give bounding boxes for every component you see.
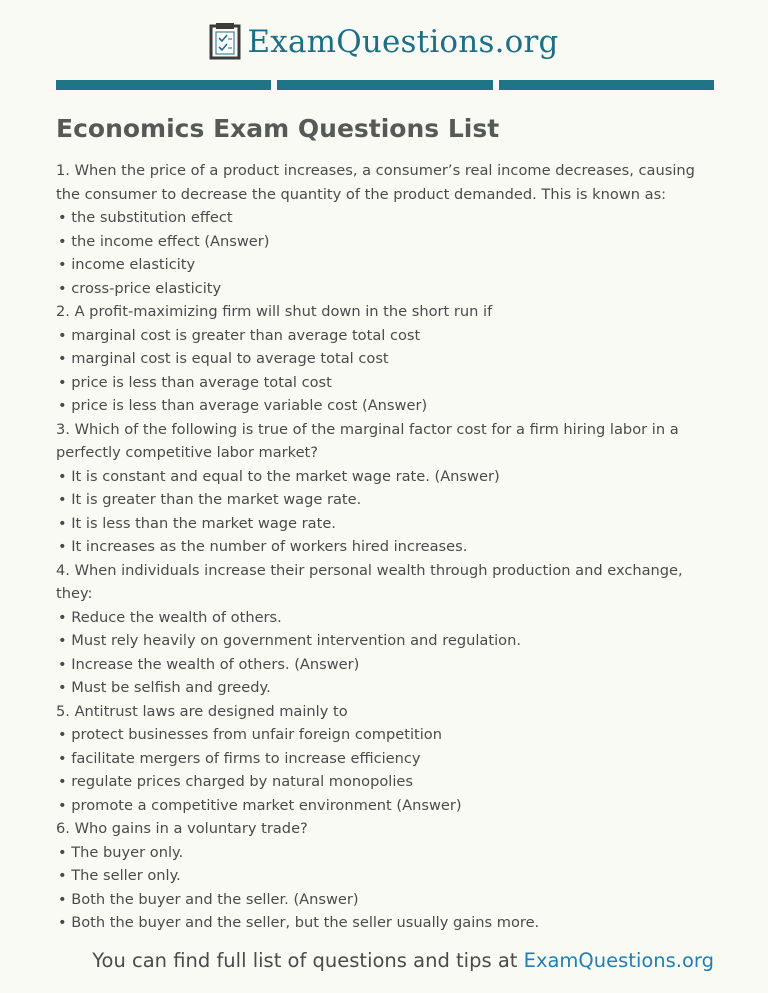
answer-option: • Both the buyer and the seller, but the seller usually gains more. (58, 914, 540, 931)
question-item (56, 300, 716, 418)
question-text: 2. A profit-maximizing firm will shut down in the short run if (56, 303, 493, 320)
answer-option: • income elasticity (58, 256, 196, 273)
answer-option: • marginal cost is equal to average total cost (58, 350, 389, 367)
answer-option: • Both the buyer and the seller. (Answer) (58, 890, 359, 908)
site-logo[interactable] (0, 20, 768, 64)
question-text: 1. When the price of a product increases, a consumer’s real income decreases, causing the consumer to decrease the quantity of the product demanded. This is known as: (56, 162, 695, 203)
answer-option: • It is greater than the market wage rate. (58, 491, 362, 508)
question-item (56, 817, 716, 935)
divider-bar (56, 80, 271, 90)
footer-link[interactable]: ExamQuestions.org (523, 949, 714, 972)
answer-option: • The seller only. (58, 867, 181, 884)
answer-option: • The buyer only. (58, 843, 184, 861)
question-text: 6. Who gains in a voluntary trade? (56, 820, 308, 837)
question-text: 5. Antitrust laws are designed mainly to (56, 702, 348, 720)
answer-option: • It is less than the market wage rate. (58, 514, 336, 532)
answer-option: • facilitate mergers of firms to increase efficiency (58, 749, 421, 767)
answer-option: • Reduce the wealth of others. (58, 608, 282, 626)
question-item (56, 700, 716, 818)
answer-option: • price is less than average variable cost (Answer) (58, 397, 428, 414)
page-title: Economics Exam Questions List (56, 114, 500, 143)
footer-note (0, 946, 714, 976)
question-text: 3. Which of the following is true of the marginal factor cost for a firm hiring labor in a perfectly competitive labor market? (56, 420, 679, 461)
answer-option: • protect businesses from unfair foreign competition (58, 726, 442, 743)
answer-option: • It is constant and equal to the market wage rate. (Answer) (58, 467, 500, 485)
answer-option: • promote a competitive market environment (Answer) (58, 796, 462, 814)
header-divider (56, 80, 714, 90)
answer-option: • price is less than average total cost (58, 373, 332, 391)
answer-option: • cross-price elasticity (58, 279, 222, 297)
answer-option: • the substitution effect (58, 209, 233, 226)
question-item (56, 559, 716, 700)
answer-option: • the income effect (Answer) (58, 232, 270, 250)
answer-option: • regulate prices charged by natural monopolies (58, 773, 413, 790)
question-item (56, 418, 716, 559)
question-text: 4. When individuals increase their personal wealth through production and exchange, they: (56, 561, 683, 602)
answer-option: • Must be selfish and greedy. (58, 679, 271, 696)
answer-option: • Must rely heavily on government intervention and regulation. (58, 632, 521, 649)
footer-text: You can find full list of questions and tips at (92, 949, 524, 972)
divider-bar (499, 80, 714, 90)
divider-bar (277, 80, 492, 90)
question-list (56, 159, 716, 935)
answer-option: • Increase the wealth of others. (Answer) (58, 655, 360, 673)
exam-logo-icon (209, 23, 243, 61)
answer-option: • It increases as the number of workers hired increases. (58, 538, 468, 555)
answer-option: • marginal cost is greater than average total cost (58, 326, 421, 344)
logo-text: ExamQuestions.org (247, 24, 559, 60)
question-item (56, 159, 716, 300)
